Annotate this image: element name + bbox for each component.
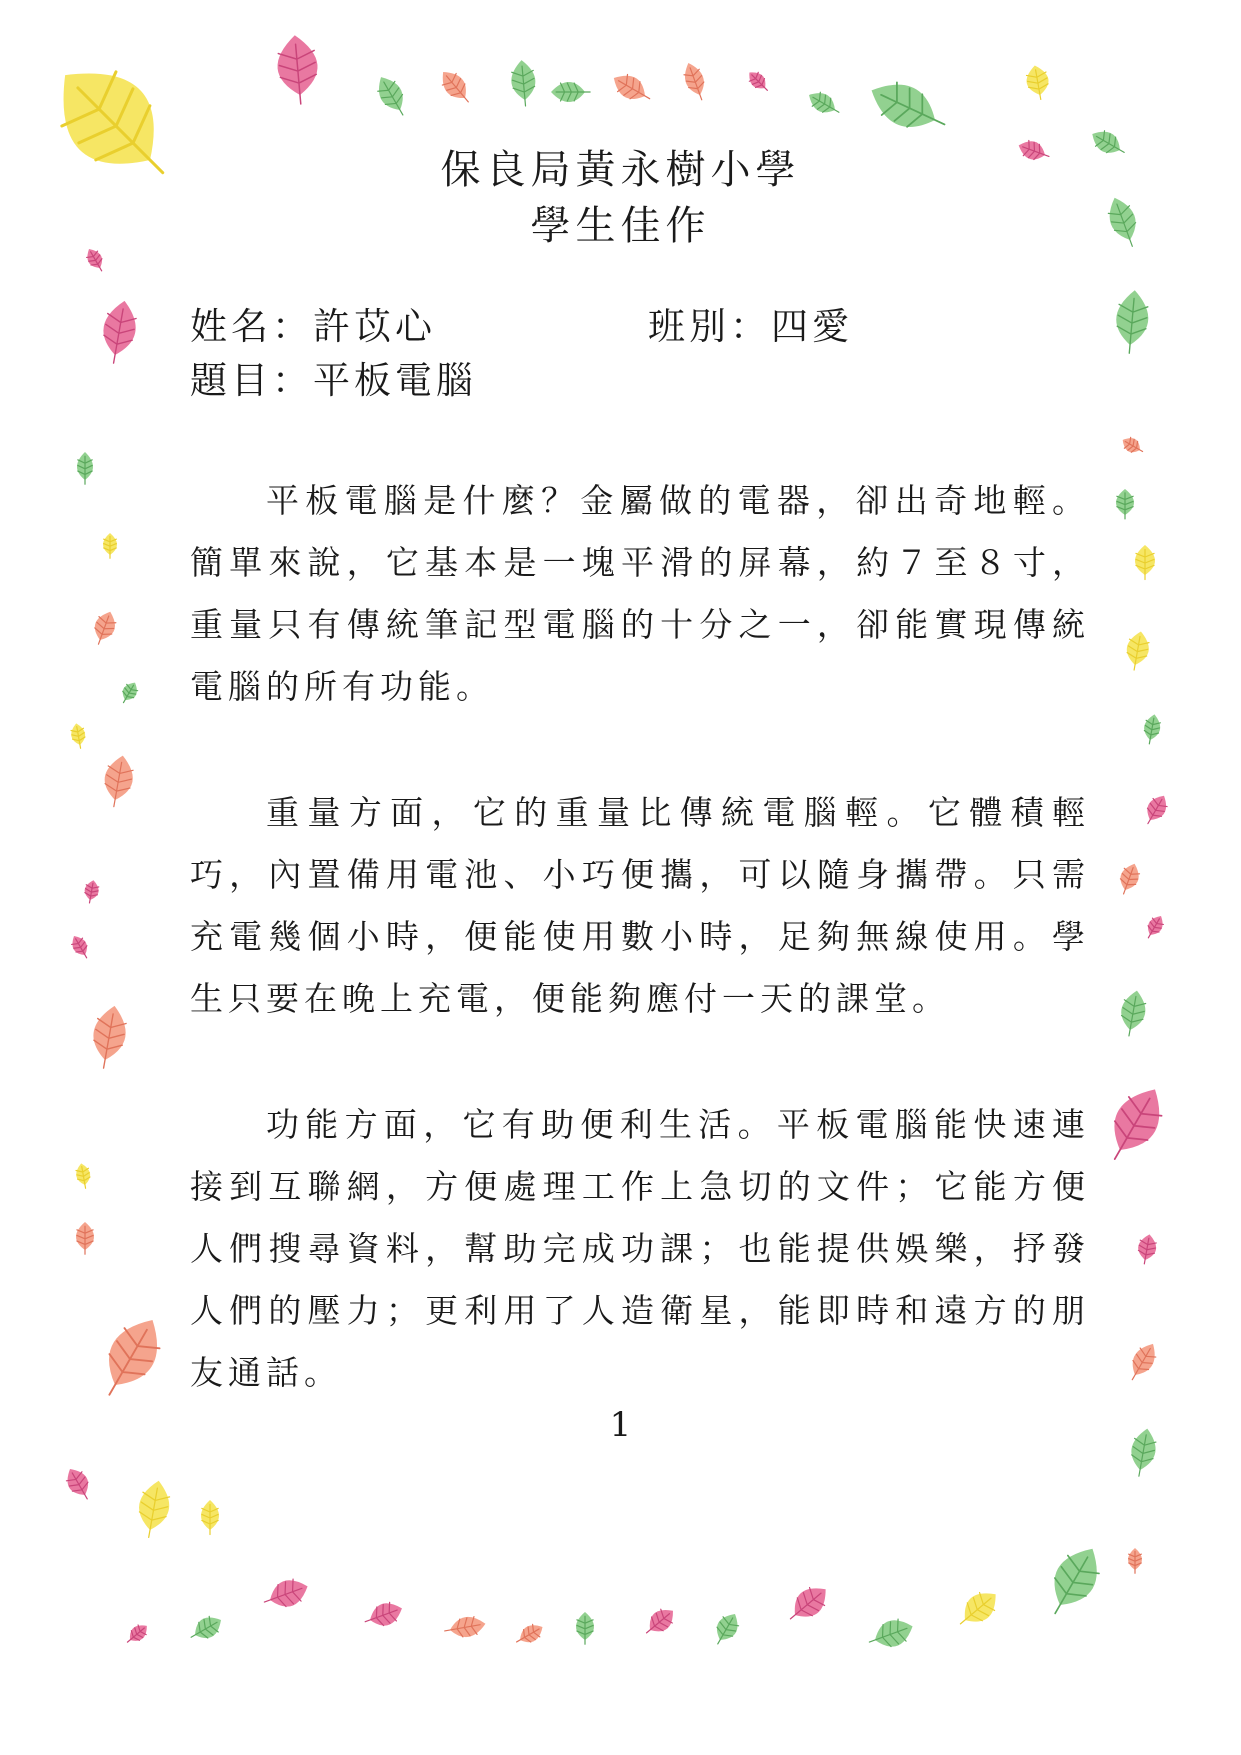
leaf-icon [1038, 1539, 1110, 1624]
leaf-icon [260, 1574, 312, 1614]
leaf-icon [90, 1309, 172, 1406]
leaf-icon [77, 452, 93, 484]
leaf-icon [1141, 713, 1162, 745]
collection-title: 學生佳作 [530, 203, 711, 249]
leaf-icon [103, 533, 117, 558]
essay-paragraph-2: 重量方面，它的重量比傳統電腦輕。它體積輕巧，內置備用電池、小巧便攜，可以隨身攜帶。只需充電幾個小時，便能使用數小時，足夠無線使用。學生只要在晚上充電，便能夠應付一天的課堂。 [190, 793, 1090, 1018]
leaf-icon [361, 1598, 405, 1632]
leaf-icon [76, 1222, 94, 1254]
leaf-icon [1119, 434, 1146, 458]
leaf-icon [640, 1603, 679, 1640]
essay-paragraph-1: 平板電腦是什麼？金屬做的電器，卻出奇地輕。簡單來說，它基本是一塊平滑的屏幕，約７至８寸，重量只有傳統筆記型電腦的十分之一，卻能實現傳統電腦的所有功能。 [190, 481, 1090, 706]
leaf-icon [123, 1620, 151, 1647]
leaf-icon [1140, 791, 1172, 828]
leaf-icon [680, 60, 710, 103]
leaf-icon [805, 87, 844, 120]
leaf-icon [371, 72, 412, 121]
leaf-icon [88, 1003, 130, 1071]
leaf-icon [513, 1620, 547, 1649]
leaf-icon [134, 1478, 174, 1540]
student-name: 姓名：許苡心 [190, 305, 436, 348]
leaf-icon [782, 1579, 834, 1628]
leaf-icon [435, 66, 475, 109]
leaf-icon [443, 1614, 487, 1641]
student-class: 班別：四愛 [648, 305, 853, 348]
leaf-icon [952, 1584, 1004, 1633]
leaf-icon [98, 298, 140, 366]
leaf-icon [69, 722, 87, 749]
leaf-icon [1123, 630, 1151, 672]
essay-topic: 題目：平板電腦 [190, 359, 477, 402]
leaf-icon [1135, 1233, 1158, 1266]
leaf-icon [117, 679, 141, 706]
leaf-icon [865, 1614, 917, 1654]
leaf-icon [863, 72, 953, 142]
leaf-icon [1024, 64, 1052, 102]
page-number: 1 [609, 1405, 632, 1445]
leaf-icon [61, 1464, 96, 1504]
leaf-icon [744, 67, 772, 95]
leaf-icon [186, 1611, 226, 1646]
leaf-icon [275, 33, 321, 105]
leaf-icon [510, 59, 538, 107]
leaf-icon [1135, 545, 1155, 580]
leaf-icon [1113, 289, 1150, 355]
leaf-icon [1128, 1548, 1142, 1573]
leaf-icon [89, 608, 120, 647]
leaf-icon [709, 1609, 744, 1649]
leaf-icon [576, 1612, 594, 1644]
leaf-icon [1142, 912, 1167, 941]
leaf-icon [608, 68, 655, 108]
leaf-icon [100, 753, 137, 809]
school-name: 保良局黃永樹小學 [440, 147, 801, 193]
leaf-icon [1115, 861, 1143, 897]
leaf-icon [201, 1500, 219, 1535]
leaf-icon [74, 1162, 92, 1189]
leaf-icon [1124, 1339, 1162, 1385]
leaf-icon [83, 879, 101, 904]
leaf-icon [1116, 489, 1134, 519]
leaf-icon [83, 245, 108, 274]
leaf-icon [1117, 989, 1149, 1038]
leaf-icon [551, 82, 590, 102]
leaf-icon [68, 932, 93, 961]
essay-paragraph-3: 功能方面，它有助便利生活。平板電腦能快速連接到互聯網，方便處理工作上急切的文件；它能方便人們搜尋資料，幫助完成功課；也能提供娛樂，抒發人們的壓力；更利用了人造衛星，能即時和遠方的朋友通話。 [190, 1105, 1090, 1392]
leaf-icon [1097, 1079, 1174, 1170]
